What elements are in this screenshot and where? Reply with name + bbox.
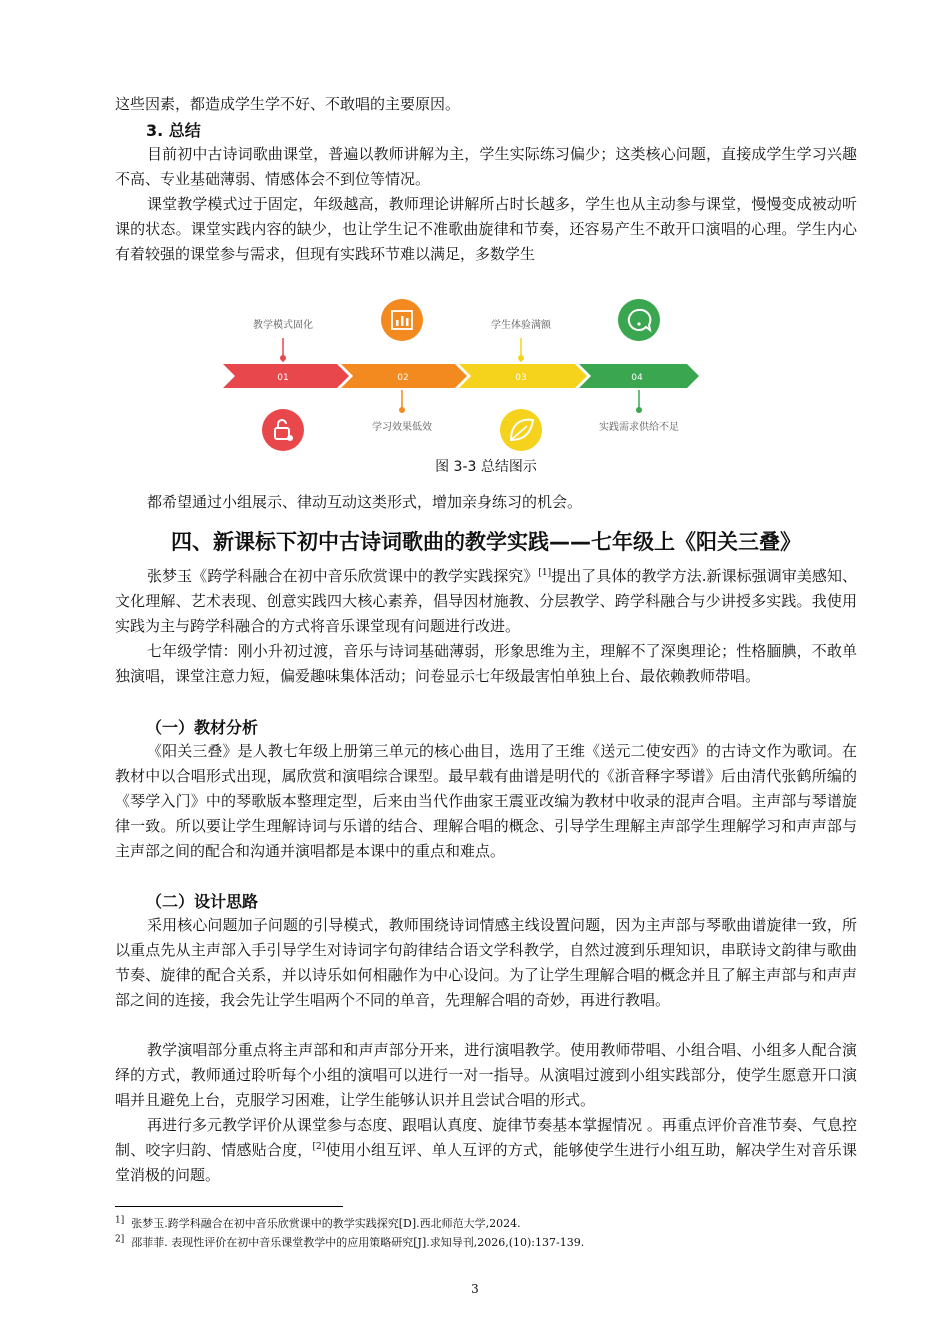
step-03-number: 03 bbox=[515, 373, 527, 383]
step-03-label: 学生体验满额 bbox=[491, 320, 551, 331]
figure-caption: 图 3-3 总结图示 bbox=[435, 459, 537, 475]
footnote-1-mark: 1] bbox=[115, 1215, 125, 1226]
step-01-number: 01 bbox=[277, 373, 289, 383]
ch4-p1-part-a: 张梦玉《跨学科融合在初中音乐欣赏课中的教学实践探究》 bbox=[147, 567, 539, 585]
top-line: 这些因素，都造成学生学不好、不敢唱的主要原因。 bbox=[115, 95, 461, 113]
footnote-ref-1: [1] bbox=[538, 568, 552, 578]
lock-icon bbox=[262, 409, 304, 451]
summary-figure bbox=[215, 290, 715, 458]
subsection-2-paragraph-3 bbox=[115, 1113, 857, 1188]
summary-paragraph-1: 目前初中古诗词歌曲课堂，普遍以教师讲解为主，学生实际练习偏少；这类核心问题，直接成学生学习兴趣不高、专业基础薄弱、情感体会不到位等情况。 bbox=[115, 145, 857, 188]
chapter-4-paragraph-2: 七年级学情：刚小升初过渡，音乐与诗词基础薄弱，形象思维为主，理解不了深奥理论；性格腼腆，不敢单独演唱，课堂注意力短，偏爱趣味集体活动；问卷显示七年级最害怕单独上台、最依赖教师带唱。 bbox=[115, 642, 857, 685]
footnote-2-mark: 2] bbox=[115, 1234, 125, 1245]
step-01-label: 教学模式固化 bbox=[253, 320, 313, 331]
subsection-1-heading: （一）教材分析 bbox=[146, 718, 259, 737]
chat-icon bbox=[618, 299, 660, 341]
step-04-label: 实践需求供给不足 bbox=[599, 422, 679, 433]
footnote-1 bbox=[115, 1215, 857, 1233]
chapter-4-paragraph-1 bbox=[115, 564, 857, 639]
subsection-2-paragraph-1: 采用核心问题加子问题的引导模式，教师围绕诗词情感主线设置问题，因为主声部与琴歌曲谱旋律一致，所以重点先从主声部入手引导学生对诗词字句韵律结合语文学科教学，自然过渡到乐理知识，串联诗文韵律与歌曲节奏、旋律的配合关系，并以诗乐如何相融作为中心设问。为了让学生理解合唱的概念并且了解主声部与和声声部之间的连接，我会先让学生唱两个不同的单音，先理解合唱的奇妙，再进行教唱。 bbox=[115, 916, 857, 1009]
summary-paragraph-2: 课堂教学模式过于固定，年级越高，教师理论讲解所占时长越多，学生也从主动参与课堂，慢慢变成被动听课的状态。课堂实践内容的缺少，也让学生记不准歌曲旋律和节奏，还容易产生不敢开口演唱的心理。学生内心有着较强的课堂参与需求，但现有实践环节难以满足，多数学生 bbox=[115, 195, 857, 263]
chapter-4-heading: 四、新课标下初中古诗词歌曲的教学实践——七年级上《阳关三叠》 bbox=[171, 530, 801, 554]
sub2-p3-part-b: 使用小组互评、单人互评的方式，能够使学生进行小组互助，解决学生对音乐课堂消极的问题。 bbox=[115, 1141, 857, 1184]
footnote-separator bbox=[115, 1206, 343, 1207]
subsection-1-paragraph: 《阳关三叠》是人教七年级上册第三单元的核心曲目，选用了王维《送元二使安西》的古诗文作为歌词。在教材中以合唱形式出现，属欣赏和演唱综合课型。最早载有曲谱是明代的《浙音释字琴谱》后由清代张鹤所编的《琴学入门》中的琴歌版本整理定型，后来由当代作曲家王震亚改编为教材中收录的混声合唱。主声部与琴谱旋律一致。所以要让学生理解诗词与乐谱的结合、理解合唱的概念、引导学生理解主声部学生理解学习和声声部与主声部之间的配合和沟通并演唱都是本课中的重点和难点。 bbox=[115, 742, 857, 860]
sub2-p3-part-a: 再进行多元教学评价从课堂参与态度、跟唱认真度、旋律节奏基本掌握情况 。再重点评价音准节奏、气息控制、咬字归韵、情感贴合度， bbox=[115, 1116, 857, 1159]
paragraph-after-figure: 都希望通过小组展示、律动互动这类形式，增加亲身练习的机会。 bbox=[147, 493, 583, 511]
step-04-number: 04 bbox=[631, 373, 643, 383]
footnote-1-text: 张梦玉.跨学科融合在初中音乐欣赏课中的教学实践探究[D].西北师范大学,2024. bbox=[131, 1217, 521, 1230]
footnote-2 bbox=[115, 1234, 857, 1252]
ch4-p1-part-b: 提出了具体的教学方法.新课标强调审美感知、文化理解、艺术表现、创意实践四大核心素养，倡导因材施教、分层教学、跨学科融合与少讲授多实践。我使用实践为主与跨学科融合的方式将音乐课堂现有问题进行改进。 bbox=[115, 567, 857, 635]
subsection-2-heading: （二）设计思路 bbox=[146, 892, 259, 911]
step-02-label: 学习效果低效 bbox=[372, 422, 432, 433]
chart-icon bbox=[381, 299, 423, 341]
section-3-heading: 3. 总结 bbox=[146, 121, 201, 140]
leaf-icon bbox=[500, 409, 542, 451]
footnote-ref-2: [2] bbox=[312, 1142, 326, 1152]
step-02-number: 02 bbox=[397, 373, 409, 383]
page-number: 3 bbox=[471, 1282, 479, 1296]
footnote-2-text: 邵菲菲. 表现性评价在初中音乐课堂教学中的应用策略研究[J].求知导刊,2026,(10):137-139. bbox=[131, 1236, 585, 1249]
subsection-2-paragraph-2: 教学演唱部分重点将主声部和和声声部分开来，进行演唱教学。使用教师带唱、小组合唱、小组多人配合演绎的方式，教师通过聆听每个小组的演唱可以进行一对一指导。从演唱过渡到小组实践部分，使学生愿意开口演唱并且避免上台，克服学习困难，让学生能够认识并且尝试合唱的形式。 bbox=[115, 1041, 857, 1109]
